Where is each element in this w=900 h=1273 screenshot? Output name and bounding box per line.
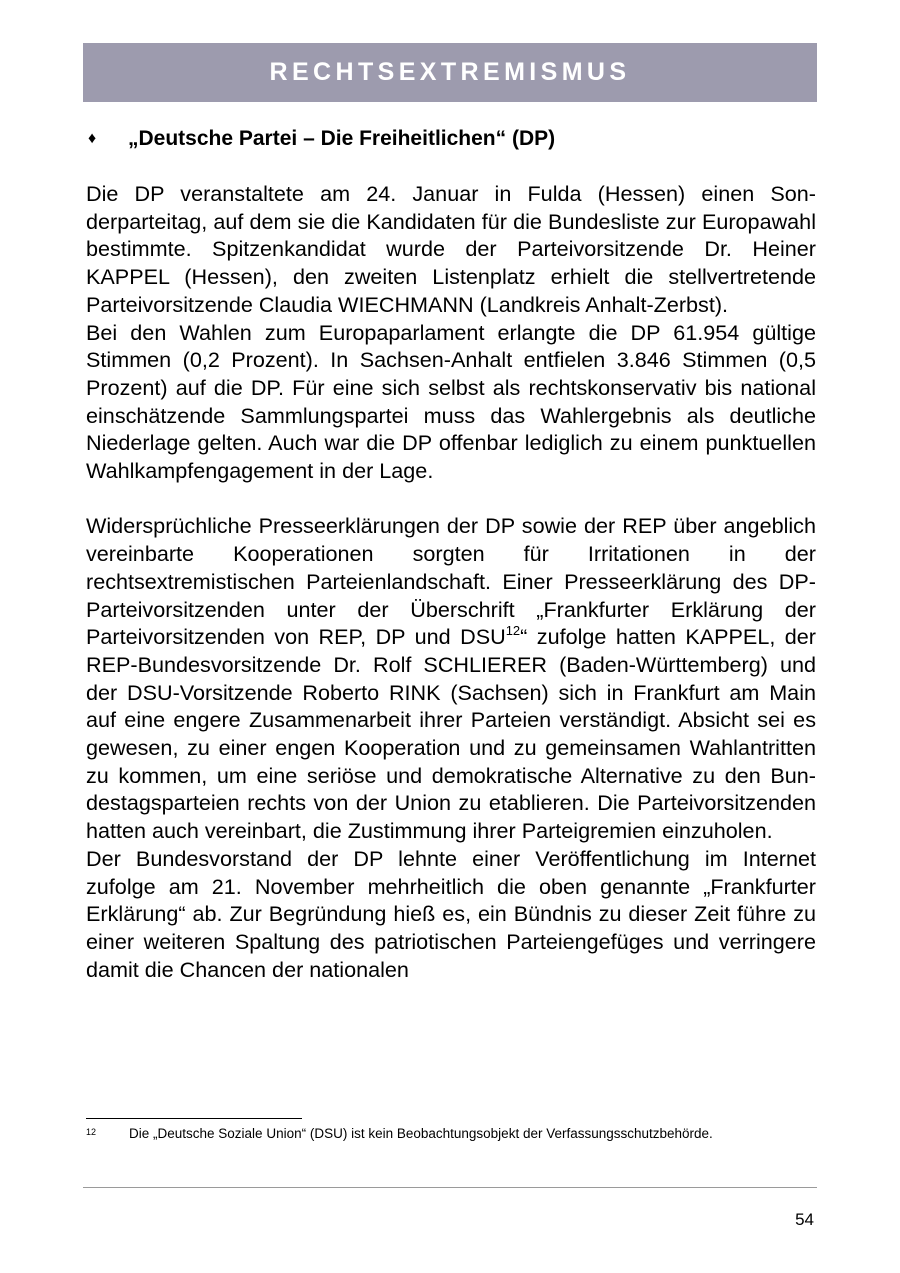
- footnote-number: 12: [86, 1127, 97, 1137]
- paragraph-4: Der Bundesvorstand der DP lehnte einer Veröffentlichung im Internet zufolge am 21. November mehrheitlich die oben genannte „Frankfurter Erklärung“ ab. Zur Begründung hieß es, ein Bündnis zu dieser Zeit führe zu einer weiteren Spaltung des patriotischen Parteiengefüges und verringere damit die Chancen der nationalen: [86, 845, 816, 982]
- footnote-reference[interactable]: 12: [505, 623, 521, 639]
- section-heading: [88, 124, 818, 154]
- section-heading-text: „Deutsche Partei – Die Freiheitlichen“ (DP): [128, 127, 556, 150]
- footnote-text: Die „Deutsche Soziale Union“ (DSU) ist kein Beobachtungsobjekt der Verfassungsschutzbehörde.: [129, 1126, 713, 1141]
- paragraph-1: Die DP veranstaltete am 24. Januar in Fulda (Hessen) einen Sonderparteitag, auf dem sie die Kandidaten für die Bundesliste zur Europawahl bestimmte. Spitzenkandidat wurde der Parteivorsitzende Dr. Heiner KAPPEL (Hessen), den zweiten Listenplatz erhielt die stellvertretende Parteivorsitzende Claudia WIECHMANN (Landkreis Anhalt-Zerbst).: [86, 181, 816, 317]
- page-number: 54: [795, 1210, 814, 1229]
- body-text: [86, 180, 816, 983]
- header-band: [83, 43, 817, 102]
- footer-divider: [83, 1187, 817, 1188]
- footnote-divider: [86, 1118, 302, 1119]
- diamond-bullet-icon: ♦: [88, 130, 97, 147]
- header-title: RECHTSEXTREMISMUS: [269, 58, 631, 86]
- paragraph-3: [86, 512, 816, 844]
- paragraph-3-text-start: Widersprüchliche Presseerklärungen der DP sowie der REP über angeblich vereinbarte Kooperationen sorgten für Irritationen in der rechtsextremistischen Parteienlandschaft. Einer Presseerklärung des DP-Parteivorsitzenden unter der Überschrift „Frankfurter Erklärung der Parteivorsitzenden von REP, DP und DSU: [86, 513, 816, 650]
- footnote: [86, 1125, 816, 1143]
- paragraph-2: Bei den Wahlen zum Europaparlament erlangte die DP 61.954 gültige Stimmen (0,2 Prozent). In Sachsen-Anhalt entfielen 3.846 Stimmen (0,5 Prozent) auf die DP. Für eine sich selbst als rechtskonservativ bis national einschätzende Sammlungspartei muss das Wahlergebnis als deutliche Niederlage gelten. Auch war die DP offenbar lediglich zu einem punktuellen Wahlkampfengagement in der Lage.: [86, 319, 816, 484]
- paragraph-3-text-end: “ zufolge hatten KAPPEL, der REP-Bundesvorsitzende Dr. Rolf SCHLIERER (Baden-Württemberg) und der DSU-Vorsitzende Roberto RINK (Sachsen) sich in Frankfurt am Main auf eine engere Zusammenarbeit ihrer Parteien verständigt. Absicht sei es gewesen, zu einer engen Kooperation und zu gemeinsamen Wahlantritten zu kommen, um eine seriöse und demokratische Alternative zu den Bundestagsparteien rechts von der Union zu etablieren. Die Parteivorsitzenden hatten auch vereinbart, die Zustimmung ihrer Parteigremien einzuholen.: [86, 624, 816, 844]
